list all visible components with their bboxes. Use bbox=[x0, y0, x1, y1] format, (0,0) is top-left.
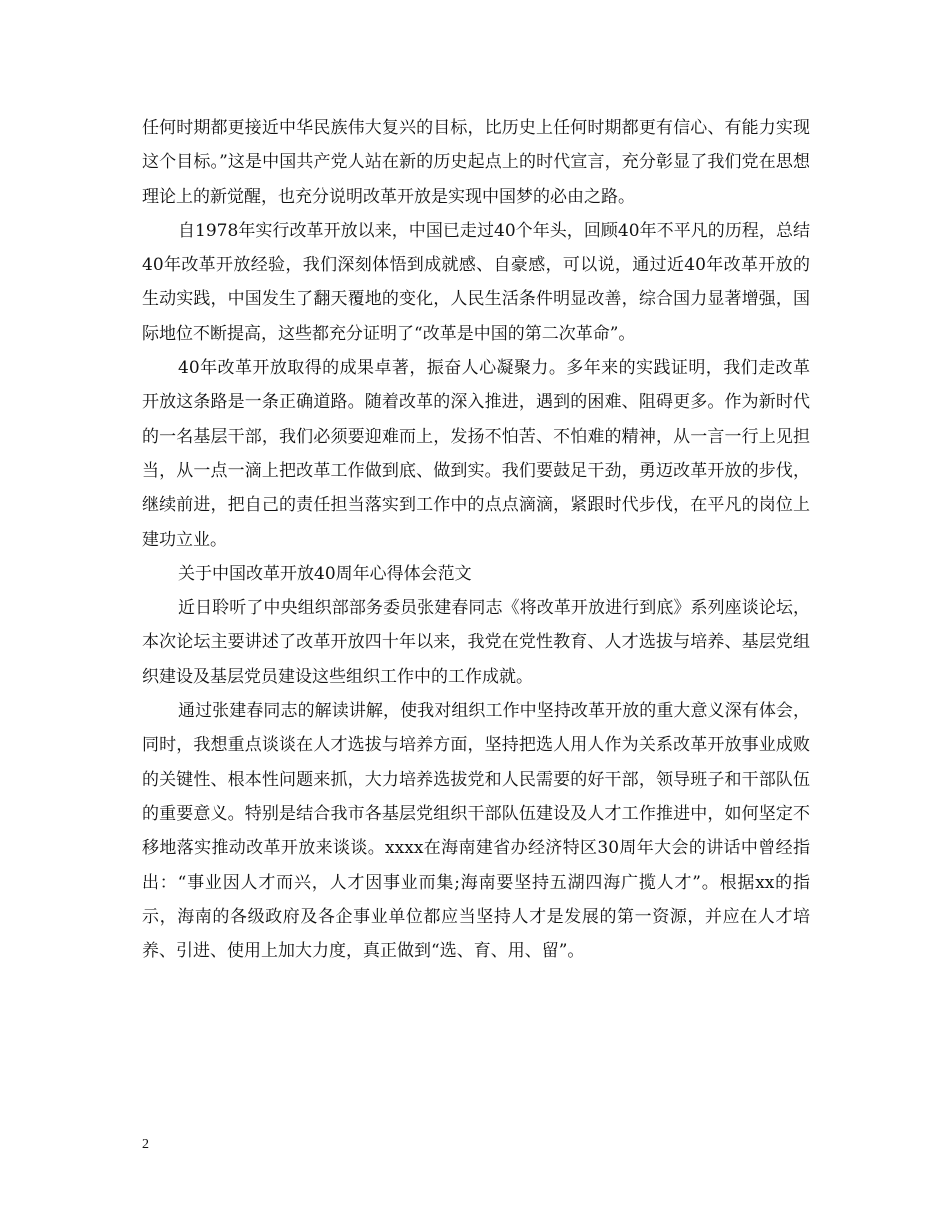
paragraph-reform-history: 自1978年实行改革开放以来，中国已走过40个年头，回顾40年不平凡的历程，总结40年改革开放经验，我们深刻体悟到成就感、自豪感，可以说，通过近40年改革开放的生动实践，中国发生了翻天覆地的变化，人民生活条件明显改善，综合国力显著增强，国际地位不断提高，这些都充分证明了“改革是中国的第二次革命”。 bbox=[142, 220, 810, 344]
document-body bbox=[142, 111, 810, 968]
paragraph-talent-selection: 通过张建春同志的解读讲解，使我对组织工作中坚持改革开放的重大意义深有体会，同时，我想重点谈谈在人才选拔与培养方面，坚持把选人用人作为关系改革开放事业成败的关键性、根本性问题来抓，大力培养选拔党和人民需要的好干部，领导班子和干部队伍的重要意义。特别是结合我市各基层党组织干部队伍建设及人才工作推进中，如何坚定不移地落实推动改革开放来谈谈。xxxx在海南建省办经济特区30周年大会的讲话中曾经指出：“事业因人才而兴，人才因事业而集;海南要坚持五湖四海广揽人才”。根据xx的指示，海南的各级政府及各企事业单位都应当坚持人才是发展的第一资源，并应在人才培养、引进、使用上加大力度，真正做到“选、育、用、留”。 bbox=[142, 701, 810, 962]
page-number: 2 bbox=[142, 1137, 149, 1152]
paragraph-reform-achievements: 40年改革开放取得的成果卓著，振奋人心凝聚力。多年来的实践证明，我们走改革开放这条路是一条正确道路。随着改革的深入推进，遇到的困难、阻碍更多。作为新时代的一名基层干部，我们必须要迎难而上，发扬不怕苦、不怕难的精神，从一言一行上见担当，从一点一滴上把改革工作做到底、做到实。我们要鼓足干劲，勇迈改革开放的步伐，继续前进，把自己的责任担当落实到工作中的点点滴滴，紧跟时代步伐，在平凡的岗位上建功立业。 bbox=[142, 358, 810, 550]
section-heading: 关于中国改革开放40周年心得体会范文 bbox=[178, 563, 472, 584]
paragraph-continuation: 任何时期都更接近中华民族伟大复兴的目标，比历史上任何时期都更有信心、有能力实现这个目标。”这是中国共产党人站在新的历史起点上的时代宣言，充分彰显了我们党在思想理论上的新觉醒，也充分说明改革开放是实现中国梦的必由之路。 bbox=[142, 118, 810, 207]
paragraph-forum-summary: 近日聆听了中央组织部部务委员张建春同志《将改革开放进行到底》系列座谈论坛，本次论坛主要讲述了改革开放四十年以来，我党在党性教育、人才选拔与培养、基层党组织建设及基层党员建设这些组织工作中的工作成就。 bbox=[142, 598, 810, 687]
